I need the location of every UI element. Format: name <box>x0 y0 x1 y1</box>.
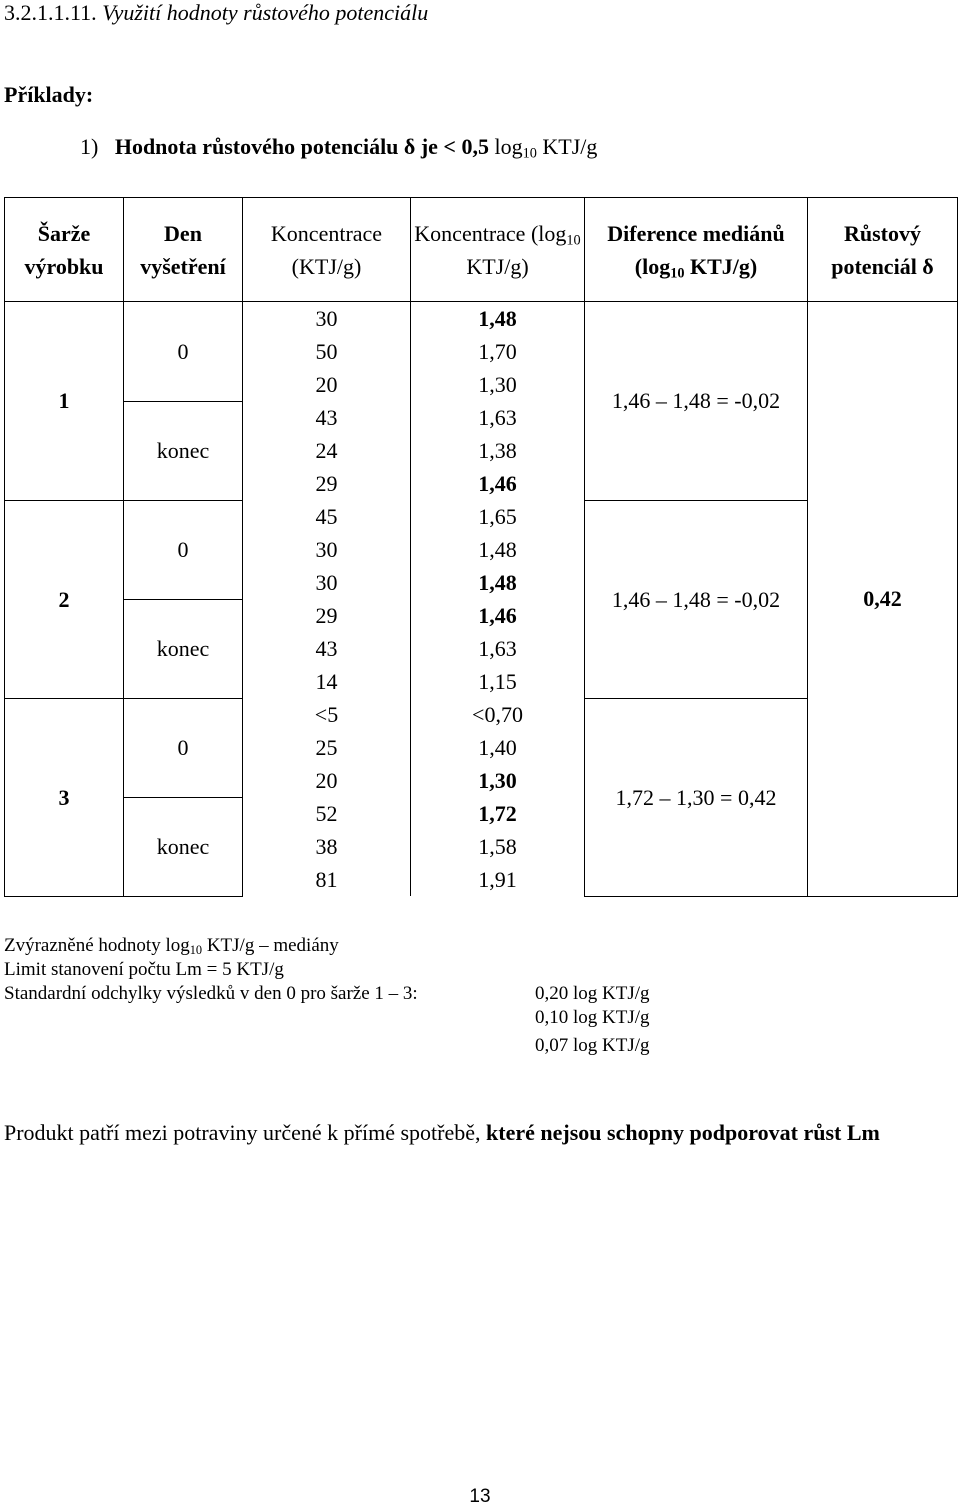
batch-cell: 1 <box>5 302 124 501</box>
day-end-cell: konec <box>124 797 243 896</box>
concentration-log-cell: 1,40 <box>411 731 585 764</box>
example-1 <box>80 134 597 160</box>
concentration-log-cell: 1,15 <box>411 665 585 698</box>
product-text-bold: které nejsou schopny podporovat růst Lm <box>486 1120 880 1145</box>
concentration-log-cell: 1,70 <box>411 335 585 368</box>
concentration-log-cell: 1,65 <box>411 500 585 533</box>
median-difference-cell: 1,72 – 1,30 = 0,42 <box>585 698 808 896</box>
concentration-log-cell: 1,48 <box>411 566 585 599</box>
concentration-cell: 81 <box>243 863 411 896</box>
concentration-cell: 29 <box>243 467 411 500</box>
product-statement <box>4 1116 957 1150</box>
concentration-log-cell: 1,46 <box>411 467 585 500</box>
concentration-log-cell: 1,30 <box>411 368 585 401</box>
concentration-cell: 50 <box>243 335 411 368</box>
example-1-text: Hodnota růstového potenciálu δ je < 0,5 <box>114 134 489 159</box>
concentration-cell: 25 <box>243 731 411 764</box>
concentration-cell: 45 <box>243 500 411 533</box>
note-sd-label: Standardní odchylky výsledků v den 0 pro šarže 1 – 3: <box>4 983 418 1004</box>
median-difference-cell: 1,46 – 1,48 = -0,02 <box>585 302 808 501</box>
sd-value-3: 0,07 log KTJ/g <box>535 1035 650 1056</box>
concentration-cell: 20 <box>243 368 411 401</box>
page-number: 13 <box>469 1486 491 1507</box>
header-median-difference: Diference mediánů ($\log_{10}$ KTJ/g) <box>585 198 808 302</box>
sd-value-1: 0,20 log KTJ/g <box>535 983 650 1004</box>
concentration-cell: 43 <box>243 632 411 665</box>
concentration-log-cell: 1,63 <box>411 401 585 434</box>
concentration-log-cell: 1,58 <box>411 830 585 863</box>
concentration-cell: 14 <box>243 665 411 698</box>
header-concentration-log: Koncentrace ($\log_{10}$ KTJ/g) <box>411 198 585 302</box>
concentration-log-cell: 1,48 <box>411 533 585 566</box>
concentration-log-cell: 1,30 <box>411 764 585 797</box>
concentration-cell: 30 <box>243 566 411 599</box>
batch-cell: 2 <box>5 500 124 698</box>
section-heading <box>4 0 428 26</box>
concentration-cell: 20 <box>243 764 411 797</box>
concentration-cell: 24 <box>243 434 411 467</box>
concentration-cell: 52 <box>243 797 411 830</box>
table-body <box>5 302 958 897</box>
concentration-cell: <5 <box>243 698 411 731</box>
note-limit: Limit stanovení počtu Lm = 5 KTJ/g <box>4 959 284 980</box>
day-end-cell: konec <box>124 401 243 500</box>
median-difference-cell: 1,46 – 1,48 = -0,02 <box>585 500 808 698</box>
product-text: Produkt patří mezi potraviny určené k přímé spotřebě, <box>4 1120 487 1145</box>
sd-values <box>535 982 650 1058</box>
examples-label: Příklady: <box>4 82 94 107</box>
concentration-log-cell: 1,38 <box>411 434 585 467</box>
section-number: 3.2.1.1.11. <box>4 0 97 25</box>
section-title: Využití hodnoty růstového potenciálu <box>102 0 429 25</box>
concentration-log-cell: 1,63 <box>411 632 585 665</box>
concentration-log-cell: 1,48 <box>411 302 585 336</box>
note-highlight: Zvýrazněné hodnoty $\log_{10} KTJ/g$ – mediány <box>4 935 339 958</box>
header-day: Den vyšetření <box>124 198 243 302</box>
concentration-cell: 30 <box>243 533 411 566</box>
concentration-cell: 30 <box>243 302 411 336</box>
growth-potential-cell: 0,42 <box>808 302 958 897</box>
header-batch: Šarže výrobku <box>5 198 124 302</box>
example-1-number: 1) <box>80 134 99 159</box>
concentration-cell: 43 <box>243 401 411 434</box>
header-concentration: Koncentrace (KTJ/g) <box>243 198 411 302</box>
growth-potential-table <box>4 197 958 897</box>
day-zero-cell: 0 <box>124 302 243 402</box>
concentration-log-cell: 1,91 <box>411 863 585 896</box>
notes <box>4 934 418 1006</box>
concentration-cell: 38 <box>243 830 411 863</box>
day-zero-cell: 0 <box>124 500 243 599</box>
example-1-unit: $\log_{10} KTJ/g$ <box>494 134 598 162</box>
concentration-log-cell: 1,72 <box>411 797 585 830</box>
concentration-log-cell: <0,70 <box>411 698 585 731</box>
concentration-log-cell: 1,46 <box>411 599 585 632</box>
concentration-cell: 29 <box>243 599 411 632</box>
table-row <box>5 302 958 336</box>
batch-cell: 3 <box>5 698 124 896</box>
day-zero-cell: 0 <box>124 698 243 797</box>
day-end-cell: konec <box>124 599 243 698</box>
header-growth-potential: Růstový potenciál δ <box>808 198 958 302</box>
sd-value-2: 0,10 log KTJ/g <box>535 1007 650 1028</box>
